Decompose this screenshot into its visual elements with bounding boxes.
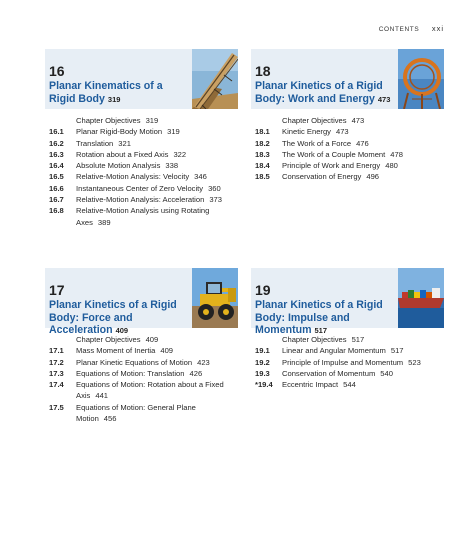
toc-entry-page: 473 [335, 127, 349, 137]
toc-entry-page: 441 [95, 391, 109, 401]
toc-entry [45, 402, 238, 425]
toc-entry-title: Planar Rigid-Body Motion [76, 127, 163, 137]
toc-entry [45, 171, 238, 182]
toc-entry [45, 160, 238, 171]
chapter-start-page: 517 [314, 326, 328, 335]
toc-entry-page: 540 [380, 368, 393, 378]
chapter-start-page: 319 [107, 94, 121, 104]
section-number: 16.2 [49, 138, 64, 148]
toc-entry-page: 456 [103, 414, 117, 424]
section-number: 18.3 [255, 149, 270, 159]
toc-entry [45, 368, 238, 379]
section-number: 17.5 [49, 402, 64, 412]
section-number: 16.7 [49, 195, 64, 205]
running-head-label: CONTENTS [378, 26, 420, 33]
toc-entry [251, 345, 444, 356]
chapter-title [49, 299, 189, 338]
toc-list [251, 334, 444, 390]
section-number: *19.4 [255, 380, 273, 390]
toc-entry-page: 523 [408, 357, 421, 367]
chapter-title [255, 80, 395, 106]
toc-entry-page: 478 [390, 149, 403, 159]
toc-entry [45, 149, 238, 160]
toc-entry-title: Equations of Motion: Translation [76, 368, 185, 378]
chapter-title-text: Planar Kinematics of a Rigid Body [49, 80, 163, 105]
toc-entry-title: Chapter Objectives [76, 116, 141, 125]
chapter-number: 17 [49, 282, 65, 298]
section-number: 18.5 [255, 172, 270, 182]
toc-entry-title: Principle of Impulse and Momentum [282, 357, 404, 367]
toc-entry [45, 205, 238, 228]
chapter-title-text: Planar Kinetics of a Rigid Body: Force and Acceleration [49, 299, 177, 336]
toc-entry-title: Planar Kinetic Equations of Motion [76, 357, 193, 367]
toc-entry [45, 345, 238, 356]
section-number: 19.3 [255, 368, 270, 378]
toc-entry-title: Chapter Objectives [282, 335, 347, 344]
chapter-header [45, 268, 238, 336]
toc-entry-page: 322 [173, 149, 187, 159]
loader-photo [192, 268, 238, 328]
toc-entry [45, 138, 238, 149]
toc-list [45, 334, 238, 424]
toc-entry [45, 379, 238, 402]
toc-entry-title: Chapter Objectives [76, 335, 141, 344]
toc-entry-page: 473 [351, 116, 365, 125]
toc-entry [45, 194, 238, 205]
toc-entry-title: Linear and Angular Momentum [282, 346, 386, 356]
chapter-title-text: Planar Kinetics of a Rigid Body: Work and Energy [255, 80, 383, 105]
toc-entry [251, 138, 444, 149]
toc-entry [251, 368, 444, 379]
toc-entry-page: 480 [385, 161, 398, 171]
toc-entry [251, 126, 444, 137]
toc-entry-page: 409 [160, 346, 174, 356]
toc-entry-title: Relative-Motion Analysis using Rotating Axes [76, 206, 210, 227]
toc-entry [45, 115, 238, 126]
chapter-header [45, 49, 238, 109]
roller-coaster-photo [398, 49, 444, 109]
chapter-title [49, 80, 189, 106]
toc-entry-title: The Work of a Force [282, 138, 352, 148]
toc-entry-page: 389 [97, 217, 111, 227]
section-number: 16.4 [49, 161, 64, 171]
toc-entry [251, 149, 444, 160]
toc-entry-page: 517 [390, 346, 404, 356]
toc-entry-title: The Work of a Couple Moment [282, 149, 386, 159]
chapter-title [255, 299, 395, 338]
toc-entry-page: 319 [145, 116, 159, 125]
section-number: 17.2 [49, 357, 64, 367]
page-number: xxi [431, 24, 444, 33]
chapter-header [251, 268, 444, 336]
toc-entry-title: Relative-Motion Analysis: Acceleration [76, 195, 205, 205]
toc-entry-page: 360 [208, 183, 221, 193]
toc-list [45, 115, 238, 228]
toc-entry-title: Eccentric Impact [282, 380, 339, 390]
section-number: 16.5 [49, 172, 64, 182]
section-number: 17.4 [49, 380, 64, 390]
chapter-number: 18 [255, 63, 271, 79]
section-number: 18.1 [255, 127, 270, 137]
toc-entry-page: 321 [118, 138, 131, 148]
toc-entry-page: 409 [145, 335, 159, 344]
toc-entry-page: 496 [366, 172, 380, 182]
toc-entry [251, 357, 444, 368]
toc-entry-page: 373 [209, 195, 222, 205]
toc-entry-page: 517 [351, 335, 365, 344]
toc-entry-title: Relative-Motion Analysis: Velocity [76, 172, 190, 182]
chapter-number: 19 [255, 282, 271, 298]
toc-entry [251, 379, 444, 390]
section-number: 16.6 [49, 183, 64, 193]
toc-entry-page: 426 [189, 368, 203, 378]
toc-entry-title: Translation [76, 138, 114, 148]
section-number: 17.3 [49, 368, 64, 378]
toc-entry-title: Rotation about a Fixed Axis [76, 149, 169, 159]
chapter-title-text: Planar Kinetics of a Rigid Body: Impulse and Momentum [255, 299, 383, 336]
section-number: 16.1 [49, 127, 64, 137]
chapter-header [251, 49, 444, 109]
section-number: 18.4 [255, 161, 270, 171]
toc-entry [45, 126, 238, 137]
section-number: 16.3 [49, 149, 64, 159]
chapter-16-block [45, 49, 238, 228]
section-number: 18.2 [255, 138, 270, 148]
section-number: 19.1 [255, 346, 270, 356]
chapter-number: 16 [49, 63, 65, 79]
toc-entry-page: 346 [194, 172, 207, 182]
toc-entry-page: 338 [165, 161, 179, 171]
chapter-17-block [45, 268, 238, 424]
toc-entry [45, 183, 238, 194]
toc-entry-title: Equations of Motion: Rotation about a Fixed Axis [76, 380, 224, 401]
toc-entry-page: 476 [356, 138, 369, 148]
toc-entry-title: Instantaneous Center of Zero Velocity [76, 183, 204, 193]
toc-entry-title: Conservation of Momentum [282, 368, 376, 378]
running-head [379, 24, 444, 33]
toc-entry-page: 423 [197, 357, 210, 367]
toc-entry [251, 160, 444, 171]
chapter-start-page: 473 [377, 94, 391, 104]
chapter-start-page: 409 [115, 326, 129, 335]
section-number: 19.2 [255, 357, 270, 367]
toc-entry [251, 115, 444, 126]
toc-entry-title: Kinetic Energy [282, 127, 331, 137]
section-number: 17.1 [49, 346, 64, 356]
toc-entry [45, 357, 238, 368]
toc-entry [251, 171, 444, 182]
chapter-18-block [251, 49, 444, 183]
toc-entry-page: 319 [167, 127, 180, 137]
toc-entry-title: Chapter Objectives [282, 116, 347, 125]
toc-entry-title: Conservation of Energy [282, 172, 362, 182]
toc-entry-title: Mass Moment of Inertia [76, 346, 156, 356]
toc-entry-title: Principle of Work and Energy [282, 161, 381, 171]
toc-list [251, 115, 444, 183]
cargo-ship-photo [398, 268, 444, 328]
section-number: 16.8 [49, 206, 64, 216]
toc-entry-title: Absolute Motion Analysis [76, 161, 161, 171]
toc-entry-title: Equations of Motion: General Plane Motion [76, 402, 196, 424]
toc-entry-page: 544 [343, 380, 356, 390]
conveyor-photo [192, 49, 238, 109]
chapter-19-block [251, 268, 444, 390]
